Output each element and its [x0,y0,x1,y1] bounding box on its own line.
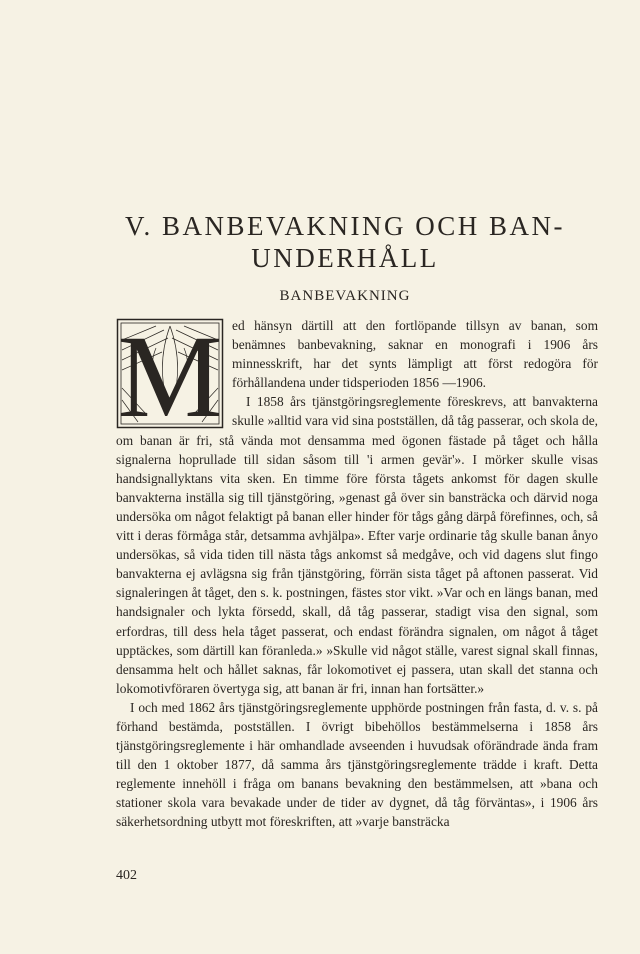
paragraph: ed hänsyn därtill att den fortlöpande tillsyn av banan, som benämnes banbevakning, saknar en monografi i 1906 års minnesskrift, har det synts lämpligt att först redogöra för förhållandena under tidsperioden 1856 —1906. [232,318,598,391]
drop-cap-letter: M [117,318,223,429]
section-heading: BANBEVAKNING [279,288,411,304]
paragraph: I 1858 års tjänstgöringsreglemente föreskrevs, att banvakterna skulle »alltid vara vid sina postställen, då tåg passerar, och skola de, om banan är fri, stå vända mot densamma med ögonen fästade på tåget och hålla signalerna hoprullade till sidan såsom till 'i armen gevär'». I mörker skulle visas handsignallyktans vita sken. En timme före första tågets ankomst för dagen skulle banvakterna inställa sig till tjänstgöring, »genast gå över sin bansträcka och därvid noga undersöka om något felaktigt på banan eller hinder för tågs gång därpå förefinnes, och, så vitt i deras förmåga står, detsamma avhjälpa». Efter varje ordinarie tåg skulle banan ånyo undersökas, så vida tiden till nästa tågs ankomst så medgåve, och vid dagens slut fingo banvakterna ej avlägsna sig från tjänstgöring, förrän sista tåget på aftonen passerat. Vid signaleringen åt tåget, den s. k. postningen, fästes stor vikt. »Var och en längs banan, med handsignaler och lykta försedd, skall, då tåg passerar, stadigt visa den signal, som erfordras, till dess hela tåget passerat, och endast förändra signalen, om något å tåget upptäckes, som därtill kan föranleda.» »Skulle vid något ställe, varest signal skall finnas, densamma helt och hållet saknas, får lokomotivet ej passera, utan skall det stanna och lokomotivföraren övertyga sig, att banan är fri, innan han fortsätter.» [116,394,598,696]
chapter-title-line-1: V. BANBEVAKNING OCH BAN- [124,211,566,241]
chapter-title [110,210,580,274]
paragraph: I och med 1862 års tjänstgöringsreglemente upphörde postningen från fasta, d. v. s. på förhand bestämda, postställen. I övrigt bibehöllos bestämmelserna i 1858 års tjänstgöringsreglemente i här omhandlade avseenden i huvudsak oförändrade ända fram till den 1 oktober 1877, då samma års tjänstgöringsreglemente trädde i kraft. Detta reglemente innehöll i fråga om banans bevakning den bestämmelsen, att »bana och stationer skola vara bevakade under de tider av dygnet, då tåg förväntas», i 1906 års säkerhetsordning utbytt mot föreskriften, att »varje bansträcka [116,699,598,830]
page-number: 402 [116,868,137,883]
chapter-title-line-2: UNDERHÅLL [251,243,439,273]
body-text [116,316,598,832]
drop-cap-m-ornament [116,318,224,429]
